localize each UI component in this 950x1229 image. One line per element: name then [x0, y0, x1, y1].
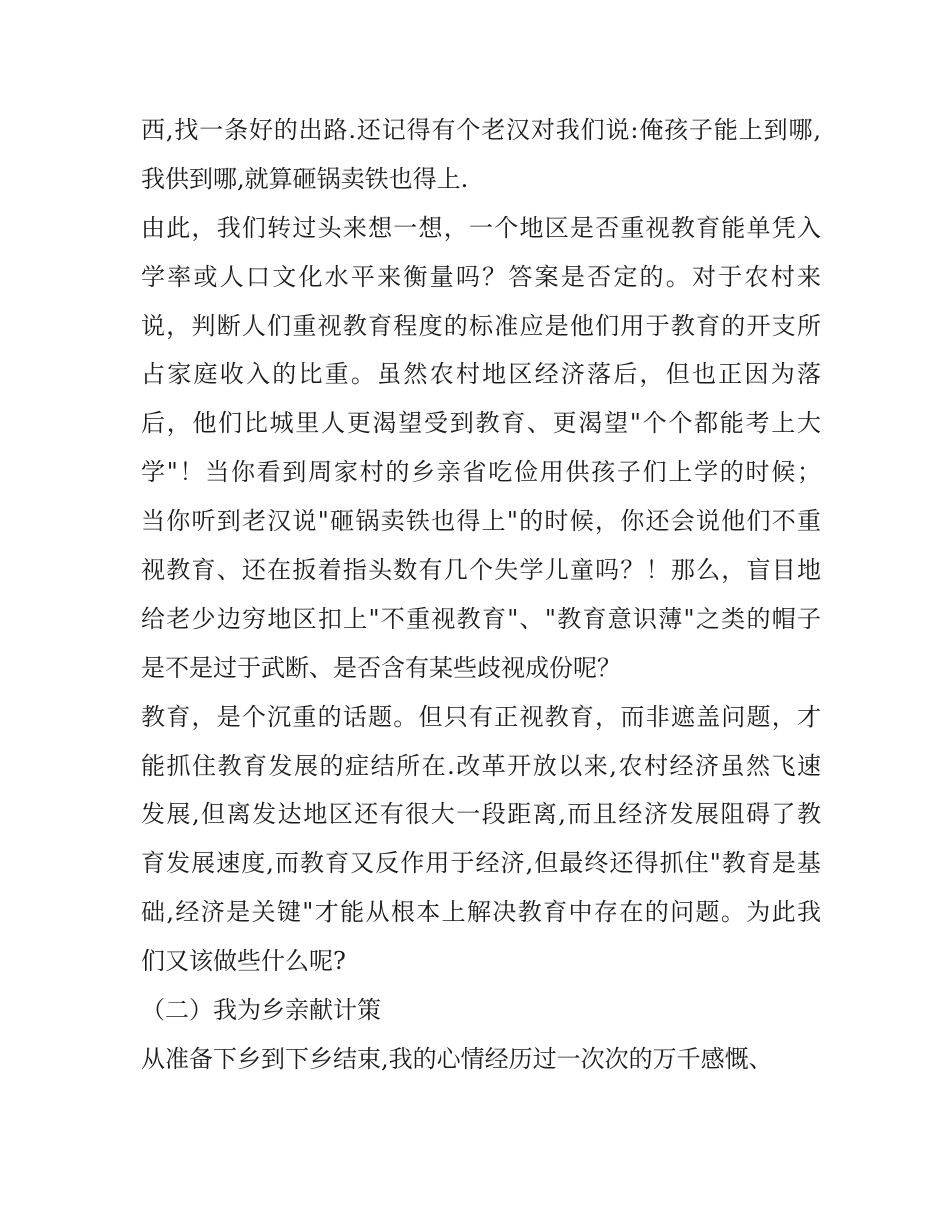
body-text — [141, 106, 821, 1084]
text-line: 我供到哪,就算砸锅卖铁也得上. — [141, 164, 469, 193]
text-line: 发展,但离发达地区还有很大一段距离,而且经济发展阻碍了教 — [141, 800, 821, 829]
text-line: 当你听到老汉说"砸锅卖铁也得上"的时候，你还会说他们不重 — [141, 507, 821, 536]
text-line: 给老少边穷地区扣上"不重视教育"、"教育意识薄"之类的帽子 — [141, 604, 821, 633]
text-line: 占家庭收入的比重。虽然农村地区经济落后，但也正因为落 — [141, 360, 821, 389]
text-line: 是不是过于武断、是否含有某些歧视成份呢？ — [141, 653, 621, 682]
text-line: 学率或人口文化水平来衡量吗？答案是否定的。对于农村来 — [141, 262, 821, 291]
text-line: 由此，我们转过头来想一想，一个地区是否重视教育能单凭入 — [141, 213, 821, 242]
text-line: 们又该做些什么呢? — [141, 947, 346, 976]
text-line: 后，他们比城里人更渴望受到教育、更渴望"个个都能考上大 — [141, 409, 821, 438]
text-line: 学"！当你看到周家村的乡亲省吃俭用供孩子们上学的时候； — [141, 458, 821, 487]
text-line: 视教育、还在扳着指头数有几个失学儿童吗？！那么，盲目地 — [141, 556, 821, 585]
text-line: 能抓住教育发展的症结所在.改革开放以来,农村经济虽然飞速 — [141, 751, 821, 780]
text-line: 教育，是个沉重的话题。但只有正视教育，而非遮盖问题，才 — [141, 702, 821, 731]
text-line: 从准备下乡到下乡结束,我的心情经历过一次次的万千感慨、 — [141, 1044, 773, 1073]
text-line: 础,经济是关键"才能从根本上解决教育中存在的问题。为此我 — [141, 898, 821, 927]
text-line: 说，判断人们重视教育程度的标准应是他们用于教育的开支所 — [141, 311, 821, 340]
text-line: 育发展速度,而教育又反作用于经济,但最终还得抓住"教育是基 — [141, 849, 821, 878]
text-line: 西,找一条好的出路.还记得有个老汉对我们说:俺孩子能上到哪, — [141, 116, 821, 144]
section-heading: （二）我为乡亲献计策 — [141, 996, 381, 1025]
